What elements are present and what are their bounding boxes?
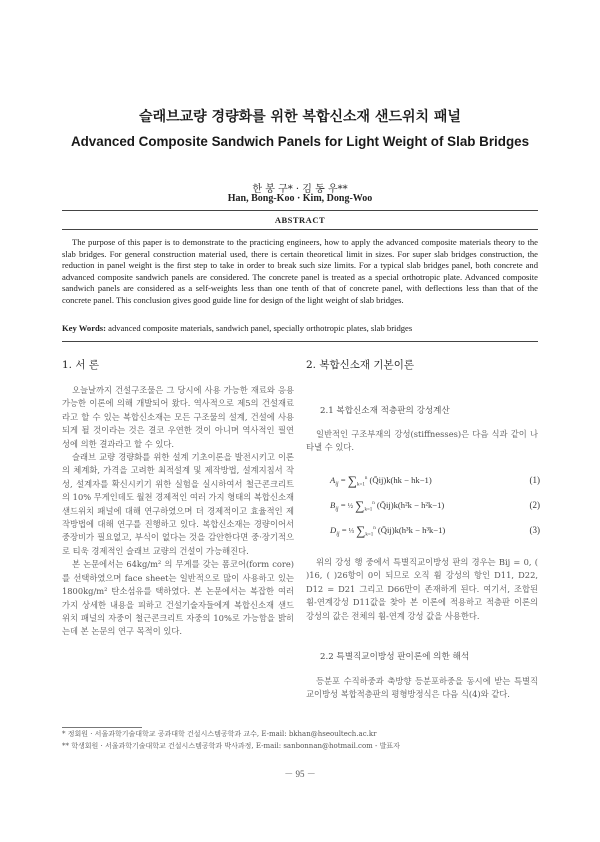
section-1-paragraph: 본 논문에서는 64kg/m² 의 무게를 갖는 폼코어(form core)를 선택하였으며 face sheet는 일반적으로 많이 사용하고 있는 1800kg/m² 탄소섬유를 택하였다. 본 논문에서는 복잡한 여러 가지 상세한 내용을 피하고 건설기술자들에게 복합신소재 샌드위치 패널의 자중이 철근콘크리트 자중의 10%로 가능함을 밝히는데 본 논문의 연구 목적이 있다. xyxy=(62,559,294,637)
page-number: － 95 － xyxy=(284,769,316,779)
section-2-paragraph: 등분포 수직하중과 축방향 등분포하중을 동시에 받는 특별직교이방성 복합적층판의 평형방정식은 다음 식(4)와 같다. xyxy=(306,676,538,700)
section-1-heading: 1. 서 론 xyxy=(62,359,99,371)
section-1-body xyxy=(62,384,294,639)
section-2-stiffness-text xyxy=(306,556,538,623)
authors-korean: 한 봉 구* · 김 동 우** xyxy=(252,184,348,195)
abstract-heading: ABSTRACT xyxy=(274,215,326,225)
footnote-1: * 정회원 · 서울과학기술대학교 공과대학 건설시스템공학과 교수, E-mail: bkhan@hseoultech.ac.kr xyxy=(62,730,377,738)
footnote-2: ** 학생회원 · 서울과학기술대학교 건설시스템공학과 박사과정, E-mail: sanbonnan@hotmail.com - 발표자 xyxy=(62,742,400,750)
section-2-intro xyxy=(306,428,538,455)
section-1-paragraph: 슬래브 교량 경량화를 위한 설계 기초이론을 발전시키고 이론의 체계화, 가격을 고려한 최적설계 및 제작방법, 설계지침서 작성, 설계자를 확신시키기 위한 실험을 실시하여서 철근콘크리트의 10% 무게인데도 월천 경제적인 여러 가지 형태의 복합신소재 샌드위치 패널에 대해 연구하였으며 더 경제적이고 효율적인 제작방법에 대해 연구를 진행하고 있다. 복합신소재는 경량이어서 중장비가 필요없고, 부식이 없다는 것을 감안한다면 중·장기적으로 티욱 경제적인 슬래브 교량의 건설이 가능해진다. xyxy=(62,452,294,556)
equation-1-number: (1) xyxy=(529,475,540,485)
authors-english: Han, Bong-Koo · Kim, Dong-Woo xyxy=(227,193,373,204)
section-2-equilibrium-text xyxy=(306,675,538,702)
section-2-heading: 2. 복합신소재 기본이론 xyxy=(306,359,414,371)
equation-2-number: (2) xyxy=(529,500,540,510)
equation-2: $B_{ij}$ = ½ $\sum_{k=1}^n$ (Q̄ij)k(h²k − h²k−1) (2) xyxy=(330,498,540,513)
footnote-rule xyxy=(62,727,142,728)
summation-symbol: ∑ xyxy=(356,523,366,538)
summation-symbol: ∑ xyxy=(347,473,358,488)
equation-3-rhs: (Q̄ij)k(h³k − h³k−1) xyxy=(377,525,446,535)
equation-3-number: (3) xyxy=(529,525,540,535)
equation-2-lhs: B xyxy=(330,500,336,510)
keywords xyxy=(62,323,538,333)
equation-1: $A_{ij} = \sum_{k=1}^n$ (Q̄ij)k(hk − hk−1) (1) xyxy=(330,473,540,488)
section-2-paragraph: 위의 강성 행 중에서 특별직교이방성 판의 경우는 Bij = 0, ( )16, ( )26항이 0이 되므로 오직 휨 강성의 항인 D11, D22, D12 = D21 그리고 D66만이 존재하게 된다. 여기서, 조합된 휨-연계강성 D11값을 찾아 본 이론에 적용하고 적층판 이론의 강성의 값은 전체의 휨-연계 강성 값을 사용한다. xyxy=(306,557,538,621)
equation-1-rhs: (Q̄ij)k(hk − hk−1) xyxy=(369,475,432,485)
abstract-heading-rule xyxy=(62,229,538,230)
summation-symbol: ∑ xyxy=(355,498,365,513)
abstract-top-rule xyxy=(62,210,538,211)
equation-3-lhs: D xyxy=(330,525,337,535)
keywords-label: Key Words: xyxy=(62,323,107,333)
paper-title-korean: 슬래브교량 경량화를 위한 복합신소재 샌드위치 패널 xyxy=(139,109,461,125)
equation-3: $D_{ij}$ = ⅓ $\sum_{k=1}^n$ (Q̄ij)k(h³k − h³k−1) (3) xyxy=(330,523,540,538)
section-2-2-heading: 2.2 특별직교이방성 판이론에 의한 해석 xyxy=(320,652,470,662)
section-2-1-heading: 2.1 복합신소재 적층판의 강성계산 xyxy=(320,406,450,416)
equation-1-lhs: A xyxy=(330,475,336,485)
abstract-text: The purpose of this paper is to demonstrate to the practicing engineers, how to apply the advanced composite materials theory to the slab bridges. For general construction material used, there is certain theoretical limit in sizes. For super slab bridges construction, the reduction in panel weight is the first step to take in order to break such size limits. For a typical slab bridges panel, both concrete and advanced composite sandwich panels are considered. The concrete panel is treated as a special orthotropic plate. Advanced composite sandwich panels are considered as a self-weights less than one tenth of that of concrete panel, with deflections less than that of the concrete panel. This conclusion gives good guide line for design of the light weight of slab bridges. xyxy=(62,237,538,305)
paper-title-english: Advanced Composite Sandwich Panels for Light Weight of Slab Bridges xyxy=(70,134,530,149)
section-1-paragraph: 오늘날까지 건설구조물은 그 당시에 사용 가능한 재료와 응용 가능한 이론에 의해 개발되어 왔다. 역사적으로 제5의 건설재료라고 할 수 있는 복합신소재는 모든 구조물의 설계, 건설에 사용되게 될 것이라는 것은 결코 우연한 것이 아니며 역사적인 필연성에 의한 결과라고 할 수 있다. xyxy=(62,385,294,449)
section-2-paragraph: 일반적인 구조부재의 강성(stiffnesses)은 다음 식과 같이 나타낼 수 있다. xyxy=(306,429,538,453)
equation-2-rhs: (Q̄ij)k(h²k − h²k−1) xyxy=(376,500,445,510)
abstract-bottom-rule xyxy=(62,341,538,342)
keywords-text: advanced composite materials, sandwich panel, specially orthotropic plates, slab bridges xyxy=(108,323,413,333)
